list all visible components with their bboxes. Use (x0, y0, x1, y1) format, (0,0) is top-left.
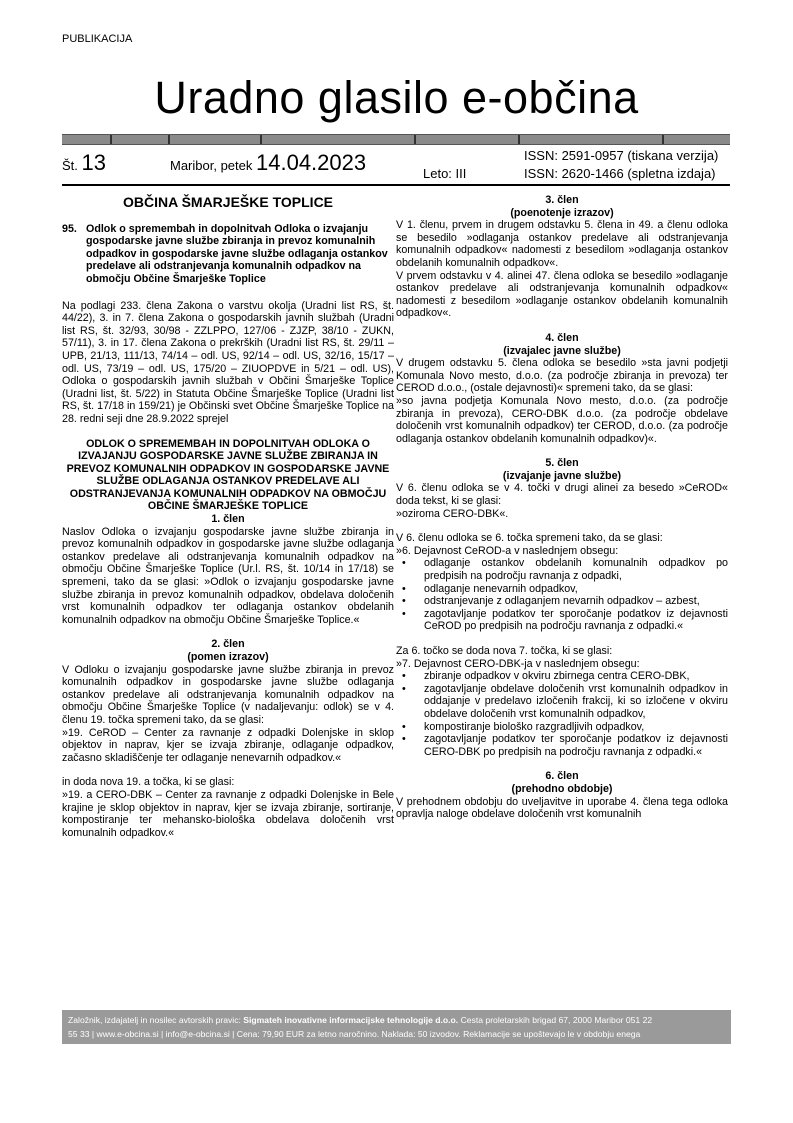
article-5-text-4: »6. Dejavnost CeROD-a v naslednjem obsegu: (396, 544, 619, 557)
article-1-text: Naslov Odloka o izvajanju gospodarske javne službe zbiranja in prevoz komunalnih odpadkov in gospodarske javne službe odlaganja ostankov predelave ali odstranjevanja komunalnih odpadkov na območju Občine Šmarješke Toplice (Ur.l. RS, št. 10/14 in 17/18) se spremeni, tako da se glasi: »Odlok o izvajanju gospodarske javne službe zbiranja in prevoz komunalnih odpadkov, obdelava določenih vrst komunalnih odpadkov ter odlaganja ostankov obdelanih komunalnih odpadkov na območju Občine Šmarješke Toplice.« (62, 525, 394, 626)
publisher-footer (62, 1010, 731, 1044)
article-4-subheading: (izvajalec javne službe) (503, 344, 621, 357)
list-item: • zbiranje odpadkov v okviru zbirnega centra CERO-DBK, (424, 670, 728, 683)
footer-price-note: | Cena: 79,90 EUR za letno naročnino. Naklada: 50 izvodov. Reklamacije se upoštevajo le v obdobju enega (232, 1029, 641, 1039)
issn-print: ISSN: 2591-0957 (tiskana verzija) (524, 148, 719, 163)
list-item: • zagotavljanje podatkov ter sporočanje podatkov iz dejavnosti CeROD po predpisih na področju ravnanja z odpadki.« (424, 608, 728, 633)
article-2-text-2: »19. CeROD – Center za ravnanje z odpadki Dolenjske in sklop objektov in naprav, kjer se izvaja zbiranje, odlaganje odpadkov, začasno skladiščenje ter odlaganje nenevarnih odpadkov.« (62, 726, 394, 764)
footer-publisher-name: Sigmateh inovativne informacijske tehnologije d.o.o. (243, 1015, 459, 1025)
decree-title: ODLOK O SPREMEMBAH IN DOPOLNITVAH ODLOKA O IZVAJANJU GOSPODARSKE JAVNE SLUŽBE ZBIRANJA IN PREVOZ KOMUNALNIH ODPADKOV IN GOSPODARSKE JAVNE SLUŽBE ODLAGANJA OSTANKOV PREDELAVE ALI ODSTRANJEVANJA KOMUNALNIH ODPADKOV NA OBMOČJU OBČINE ŠMARJEŠKE TOPLICE (66, 437, 390, 513)
article-6-heading: 6. člen (545, 770, 579, 783)
article-3-text-2: V prvem odstavku v 4. alinei 47. člena odloka se besedilo »odlaganje ostankov predelave ali odstranjevanja komunalnih odpadkov« nadomesti z besedilom »odlaganje ostankov obdelanih komunalnih odpadkov«. (396, 269, 728, 320)
list-item: • zagotavljanje obdelave določenih vrst komunalnih odpadkov in oddajanje v predelavo izločenih frakcij, ki so izločene v okviru obdelave določenih vrst komunalnih odpadkov, (424, 683, 728, 721)
act-heading (62, 223, 394, 286)
article-1-heading: 1. člen (211, 513, 245, 526)
act-title: Odlok o spremembah in dopolnitvah Odloka o izvajanju gospodarske javne službe zbiranja in prevoz komunalnih odpadkov in gospodarske javne službe odlaganja ostankov predelave ali odstranjevanja komunalnih odpadkov na območju Občine Šmarješke Toplice (86, 222, 388, 285)
activity-list-cerod (396, 557, 728, 633)
issue-date (170, 150, 366, 176)
issue-label (62, 150, 106, 176)
list-item: • zagotavljanje podatkov ter sporočanje podatkov iz dejavnosti CERO-DBK po predpisih na področju ravnanja z odpadki.« (424, 733, 728, 758)
article-2-text-1: V Odloku o izvajanju gospodarske javne službe zbiranja in prevoz komunalnih odpadkov in gospodarske javne službe odlaganja ostankov predelave ali odstranjevanja komunalnih odpadkov na območju Občine Šmarješke Toplice (v nadaljevanju: odlok) se v 4. členu 19. točka spremeni tako, da se glasi: (62, 663, 394, 726)
year-label: Leto: III (423, 166, 467, 181)
article-3-subheading: (poenotenje izrazov) (510, 206, 614, 219)
header-rule (62, 184, 730, 186)
article-5-subheading: (izvajanje javne službe) (502, 469, 622, 482)
article-5-text-2: »oziroma CERO-DBK«. (396, 507, 509, 520)
footer-line-2 (68, 1027, 725, 1041)
masthead-title: Uradno glasilo e-občina (154, 72, 639, 123)
article-4-text-2: »so javna podjetja Komunala Novo mesto, d.o.o. (za področje zbiranja in prevoza), CERO-DBK d.o.o. (za področje obdelave določenih vrst komunalnih odpadkov) ter CEROD, d.o.o. (za področje odlaganja ostankov obdelanih komunalnih odpadkov)«. (396, 394, 728, 445)
footer-website-link[interactable]: www.e-obcina.si (96, 1029, 159, 1039)
place-day: Maribor, petek (170, 158, 253, 173)
article-2-subheading: (pomen izrazov) (187, 651, 269, 663)
article-5-text-5: Za 6. točko se doda nova 7. točka, ki se glasi: (396, 645, 613, 657)
organisation-title: OBČINA ŠMARJEŠKE TOPLICE (122, 194, 334, 210)
masthead-rule (62, 134, 730, 145)
issue-number: 13 (81, 150, 107, 175)
left-column (62, 194, 394, 839)
article-3-heading: 3. člen (545, 194, 579, 206)
article-4-text-1: V drugem odstavku 5. člena odloka se besedilo »sta javni podjetji Komunala Novo mesto, d.o.o. (za področje zbiranja in prevoza) ter CEROD d.o.o., (ostale dejavnosti)« spremeni tako, da se glasi: (396, 357, 728, 395)
list-item: • odlaganje ostankov obdelanih komunalnih odpadkov po predpisih na področju ravnanja z odpadki, (424, 557, 728, 582)
footer-separator: | (161, 1029, 164, 1039)
footer-line-1 (68, 1013, 725, 1027)
date: 14.04.2023 (256, 150, 367, 175)
right-column (396, 194, 728, 821)
preamble: Na podlagi 233. člena Zakona o varstvu okolja (Uradni list RS, št. 44/22), 3. in 7. člena Zakona o gospodarskih javnih službah (Uradni list RS, št. 32/93, 30/98 - ZZLPPO, 127/06 - ZJZP, 38/10 - ZUKN, 57/11), 3. in 17. člena Zakona o prekrških (Uradni list RS, št. 29/11 – UPB, 21/13, 111/13, 74/14 – odl. US, 92/14 – odl. US, 32/16, 15/17 – odl. US, 73/19 – odl. US, 175/20 – ZIUOPDVE in 5/21 – odl. US), Odloka o gospodarskih javnih službah v Občini Šmarješke Toplice (Uradni list, št. 5/22) in Statuta Občine Šmarješke Toplice (Uradni list RS, št. 17/18 in 159/21) je Občinski svet Občine Šmarješke Toplice na 28. redni seji dne 28.9.2022 sprejel (62, 299, 394, 425)
article-5-text-6: »7. Dejavnost CERO-DBK-ja v naslednjem obsegu: (396, 657, 640, 670)
footer-phone-end: 55 33 | (68, 1029, 95, 1039)
activity-list-cero-dbk (396, 670, 728, 758)
article-2-heading: 2. člen (211, 638, 245, 651)
footer-address: Cesta proletarskih brigad 67, 2000 Maribor 051 22 (460, 1015, 653, 1025)
publication-label: PUBLIKACIJA (62, 33, 133, 45)
article-4-heading: 4. člen (545, 331, 579, 344)
article-2-text-3: in doda nova 19. a točka, ki se glasi: (62, 776, 235, 789)
list-item: • odstranjevanje z odlaganjem nevarnih odpadkov – azbest, (424, 595, 728, 608)
article-3-text-1: V 1. členu, prvem in drugem odstavku 5. člena in 49. a členu odloka se besedilo »odlaganja ostankov predelave ali odstranjevanja komunalnih odpadkov« nadomesti z besedilom »odlaganja ostankov obdelanih komunalnih odpadkov«. (396, 219, 728, 269)
article-6-subheading: (prehodno obdobje) (511, 782, 613, 795)
list-item: • kompostiranje biološko razgradljivih odpadkov, (424, 721, 728, 734)
article-6-text-1: V prehodnem obdobju do uveljavitve in uporabe 4. člena tega odloka opravlja naloge obdelave določenih vrst komunalnih (396, 795, 728, 821)
list-item: • odlaganje nenevarnih odpadkov, (424, 583, 728, 596)
issue-prefix: Št. (62, 158, 78, 173)
article-5-text-1: V 6. členu odloka se v 4. točki v drugi alinei za besedo »CeROD« doda tekst, ki se glasi: (396, 482, 728, 508)
article-5-text-3: V 6. členu odloka se 6. točka spremeni tako, da se glasi: (396, 532, 663, 545)
act-number: 95. (62, 222, 77, 235)
footer-publisher-label: Založnik, izdajatelj in nosilec avtorskih pravic: (68, 1015, 241, 1025)
article-5-heading: 5. člen (545, 457, 579, 470)
issn-online: ISSN: 2620-1466 (spletna izdaja) (524, 166, 716, 181)
article-2-text-4: »19. a CERO-DBK – Center za ravnanje z odpadki Dolenjske in Bele krajine je sklop objektov in naprav, kjer se izvaja zbiranje, sortiranje, kompostiranje ter mehansko-biološka obdelava določenih vrst komunalnih odpadkov.« (62, 788, 394, 839)
footer-email-link[interactable]: info@e-obcina.si (165, 1029, 230, 1039)
